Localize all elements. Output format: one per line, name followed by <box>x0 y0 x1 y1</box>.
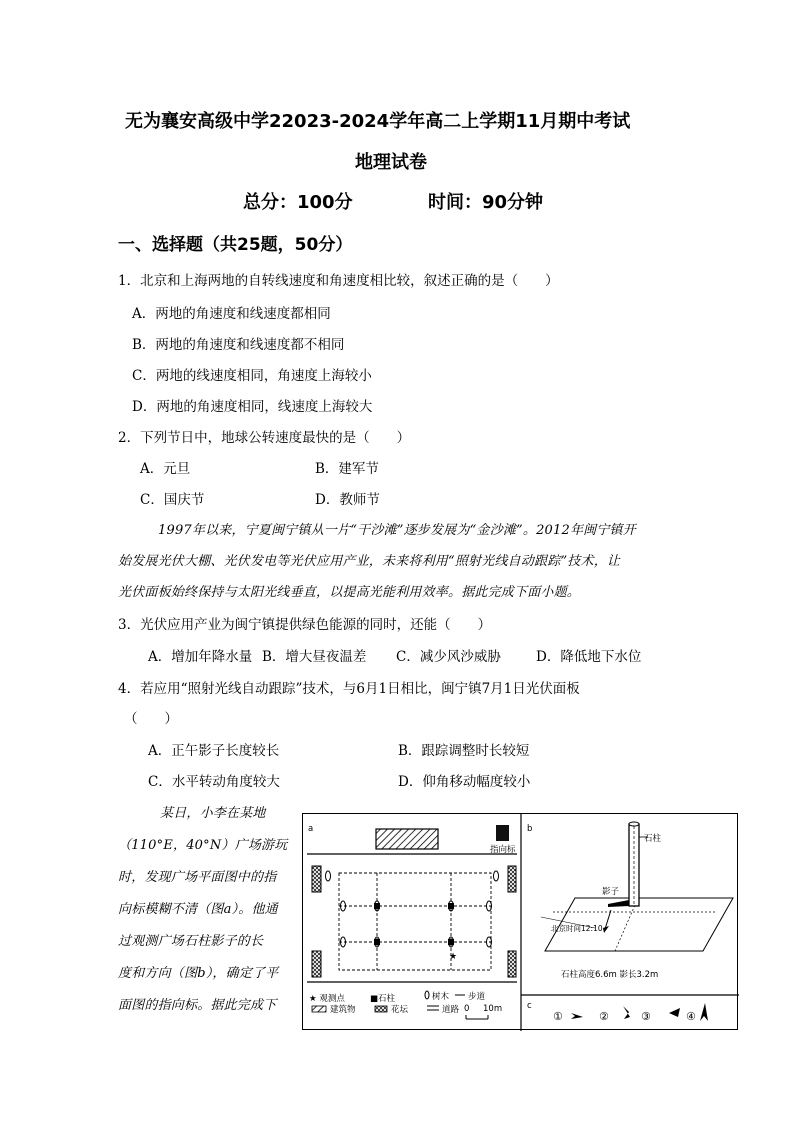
passage-2-line-6: 度和方向（图b），确定了平 <box>118 966 279 981</box>
flower-bed <box>312 951 321 977</box>
choice-1[interactable]: ① <box>553 1010 563 1023</box>
flower-bed <box>312 866 321 892</box>
q4-option-c[interactable]: C．水平转动角度较大 <box>148 774 280 790</box>
q4-option-b[interactable]: B．跟踪调整时长较短 <box>398 743 530 759</box>
pillar-top <box>629 822 639 826</box>
legend-building: 建筑物 <box>330 1005 356 1015</box>
panel-b-label: b <box>527 824 533 834</box>
pillar-marker <box>448 939 454 945</box>
q4-option-d[interactable]: D．仰角移动幅度较小 <box>398 774 531 790</box>
q3-option-a[interactable]: A．增加年降水量 <box>148 649 253 665</box>
building-shape <box>376 829 438 849</box>
q2-option-a[interactable]: A．元旦 <box>140 461 191 477</box>
passage-2-line-2: （110°E，40°N）广场游玩 <box>118 838 288 853</box>
compass-label: 指向标 <box>490 845 516 855</box>
legend-road: 道路 <box>442 1005 460 1015</box>
figure-drawing <box>303 814 739 1031</box>
q4-option-a[interactable]: A．正午影子长度较长 <box>148 743 280 759</box>
flower-bed <box>508 866 516 892</box>
exam-time: 时间：90分钟 <box>428 192 544 213</box>
scale-zero: 0 <box>464 1004 470 1014</box>
panel-a-label: a <box>308 824 314 834</box>
legend-flower-swatch <box>375 1006 387 1012</box>
pillar-marker <box>374 903 380 909</box>
path-outline <box>339 873 491 970</box>
legend-observe: ★ 观测点 <box>309 994 345 1004</box>
passage-1-line-2: 始发展光伏大棚、光伏发电等光伏应用产业，未来将利用“照射光线自动跟踪”技术，让 <box>118 554 621 569</box>
shadow-shape <box>608 900 629 907</box>
legend-tree: 树木 <box>432 992 450 1002</box>
q3-option-b[interactable]: B．增大昼夜温差 <box>262 649 367 665</box>
compass-arrow-1 <box>571 1013 583 1019</box>
subject-title: 地理试卷 <box>355 152 427 173</box>
passage-2-line-5: 过观测广场石柱影子的长 <box>118 934 264 949</box>
choice-4[interactable]: ④ <box>686 1010 696 1023</box>
legend-path: 步道 <box>468 992 486 1002</box>
q1-option-a[interactable]: A．两地的角速度和线速度都相同 <box>132 306 331 322</box>
q1-option-c[interactable]: C．两地的线速度相同，角速度上海较小 <box>132 368 372 384</box>
passage-1-line-1: 1997年以来，宁夏闽宁镇从一片“干沙滩”逐步发展为“金沙滩”。2012年闽宁镇开 <box>158 523 636 538</box>
passage-2-line-7: 面图的指向标。据此完成下 <box>118 998 277 1013</box>
question-1-stem: 1．北京和上海两地的自转线速度和角速度相比较，叙述正确的是（ ） <box>118 273 559 289</box>
choice-3[interactable]: ③ <box>641 1010 651 1023</box>
legend-flower: 花坛 <box>391 1005 409 1015</box>
flower-bed <box>508 951 516 977</box>
question-4-stem: 4．若应用“照射光线自动跟踪”技术，与6月1日相比，闽宁镇7月1日光伏面板 <box>118 681 580 697</box>
tree-icon <box>494 871 499 881</box>
pillar-label: 石柱 <box>644 834 662 844</box>
arrow-head <box>603 926 609 933</box>
panel-c-label: c <box>527 1001 532 1011</box>
scale-ten: 10m <box>483 1004 503 1014</box>
q2-option-c[interactable]: C．国庆节 <box>140 492 205 508</box>
section-title: 一、选择题（共25题，50分） <box>118 235 353 255</box>
passage-2-line-1: 某日，小李在某地 <box>160 806 266 821</box>
q3-option-d[interactable]: D．降低地下水位 <box>536 649 642 665</box>
exam-title: 无为襄安高级中学22023-2024学年高二上学期11月期中考试 <box>125 111 631 132</box>
panel-a-map <box>307 825 517 1019</box>
legend-pillar: ■石柱 <box>370 994 396 1004</box>
tree-icon <box>326 871 331 881</box>
q2-option-d[interactable]: D．教师节 <box>315 492 380 508</box>
q1-option-b[interactable]: B．两地的角速度和线速度都不相同 <box>132 337 345 353</box>
passage-2-line-3: 时，发现广场平面图中的指 <box>118 870 277 885</box>
observation-point-star: ★ <box>449 952 458 962</box>
question-3-stem: 3．光伏应用产业为闽宁镇提供绿色能源的同时，还能（ ） <box>118 617 492 633</box>
q2-option-b[interactable]: B．建军节 <box>315 461 379 477</box>
compass-arrow-4 <box>700 1003 708 1021</box>
time-label: 北京时间12:10 <box>551 924 603 933</box>
question-2-stem: 2．下列节日中，地球公转速度最快的是（ ） <box>118 430 411 446</box>
legend-tree-icon <box>425 991 429 999</box>
pillar-info: 石柱高度6.6m 影长3.2m <box>561 970 659 980</box>
legend-building-swatch <box>312 1006 326 1012</box>
q3-option-c[interactable]: C．减少风沙威胁 <box>396 649 501 665</box>
compass-arrow-3 <box>669 1008 680 1017</box>
pillar-marker <box>374 939 380 945</box>
passage-2-line-4: 向标模糊不清（图a）。他通 <box>118 902 278 917</box>
passage-1-line-3: 光伏面板始终保持与太阳光线垂直，以提高光能利用效率。据此完成下面小题。 <box>118 585 581 600</box>
shadow-label: 影子 <box>602 887 620 897</box>
compass-box <box>496 825 509 841</box>
compass-arrow-2 <box>623 1006 630 1019</box>
pillar-marker <box>448 903 454 909</box>
total-score: 总分：100分 <box>243 192 353 213</box>
question-4-stem-continued: （ ） <box>124 711 178 727</box>
q1-option-d[interactable]: D．两地的角速度相同，线速度上海较大 <box>132 399 373 415</box>
choice-2[interactable]: ② <box>599 1010 609 1023</box>
figure-abc <box>302 813 738 1030</box>
